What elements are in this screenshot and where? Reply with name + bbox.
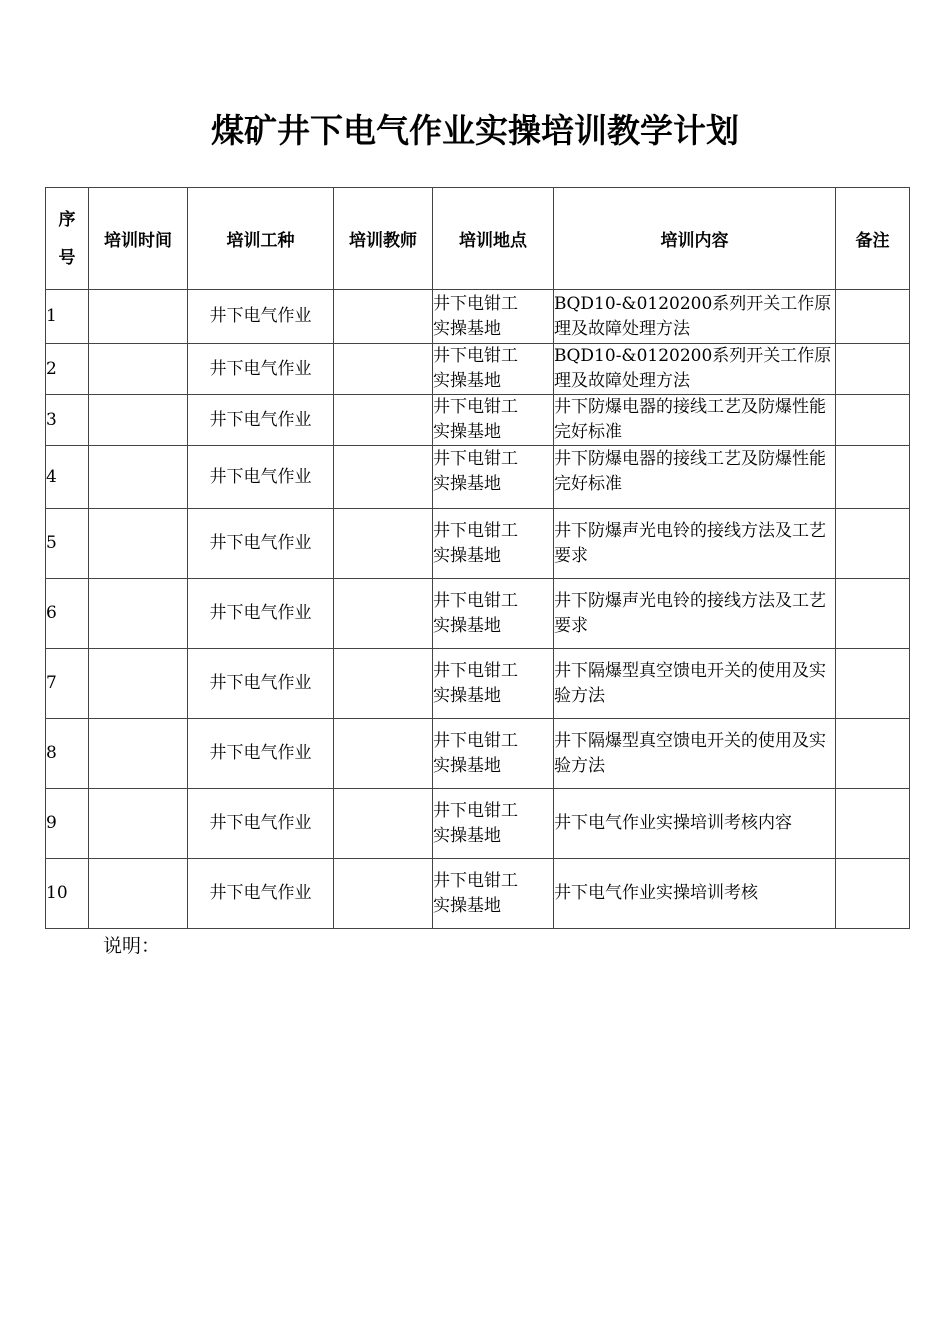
header-job-type: 培训工种 xyxy=(188,188,334,290)
cell-location xyxy=(433,859,554,929)
table-row xyxy=(46,719,910,789)
table-row xyxy=(46,579,910,649)
header-time: 培训时间 xyxy=(89,188,188,290)
cell-remarks xyxy=(836,290,910,344)
cell-seq: 2 xyxy=(46,344,89,395)
location-line2: 实操基地 xyxy=(433,755,501,776)
location-line2: 实操基地 xyxy=(433,422,501,442)
cell-time xyxy=(89,344,188,395)
cell-job-type: 井下电气作业 xyxy=(188,446,334,509)
cell-location xyxy=(433,509,554,579)
cell-location xyxy=(433,290,554,344)
table-row xyxy=(46,789,910,859)
cell-content: 井下隔爆型真空馈电开关的使用及实验方法 xyxy=(554,719,836,789)
table-row xyxy=(46,859,910,929)
cell-time xyxy=(89,446,188,509)
cell-time xyxy=(89,859,188,929)
cell-location xyxy=(433,579,554,649)
location-line1: 井下电钳工 xyxy=(433,449,518,469)
cell-time xyxy=(89,579,188,649)
cell-remarks xyxy=(836,859,910,929)
cell-location xyxy=(433,395,554,446)
cell-time xyxy=(89,719,188,789)
cell-remarks xyxy=(836,649,910,719)
cell-seq: 10 xyxy=(46,859,89,929)
location-line1: 井下电钳工 xyxy=(433,870,518,891)
cell-remarks xyxy=(836,789,910,859)
cell-job-type: 井下电气作业 xyxy=(188,290,334,344)
table-row xyxy=(46,290,910,344)
cell-location xyxy=(433,789,554,859)
cell-teacher xyxy=(334,446,433,509)
cell-seq: 4 xyxy=(46,446,89,509)
cell-job-type: 井下电气作业 xyxy=(188,509,334,579)
header-seq-line2: 号 xyxy=(58,247,76,268)
cell-time xyxy=(89,789,188,859)
location-line1: 井下电钳工 xyxy=(433,660,518,681)
cell-remarks xyxy=(836,509,910,579)
location-line2: 实操基地 xyxy=(433,685,501,706)
cell-content: 井下防爆电器的接线工艺及防爆性能完好标准 xyxy=(554,446,836,509)
cell-location xyxy=(433,719,554,789)
location-line1: 井下电钳工 xyxy=(433,730,518,751)
cell-teacher xyxy=(334,579,433,649)
cell-remarks xyxy=(836,344,910,395)
cell-teacher xyxy=(334,290,433,344)
location-line1: 井下电钳工 xyxy=(433,800,518,821)
header-remarks: 备注 xyxy=(836,188,910,290)
cell-time xyxy=(89,290,188,344)
header-seq-line1: 序 xyxy=(58,209,76,230)
header-teacher: 培训教师 xyxy=(334,188,433,290)
cell-job-type: 井下电气作业 xyxy=(188,649,334,719)
table-row xyxy=(46,344,910,395)
cell-remarks xyxy=(836,579,910,649)
location-line2: 实操基地 xyxy=(433,371,501,391)
table-header-row xyxy=(46,188,910,290)
cell-time xyxy=(89,395,188,446)
cell-job-type: 井下电气作业 xyxy=(188,395,334,446)
location-line1: 井下电钳工 xyxy=(433,590,518,611)
header-seq xyxy=(46,188,89,290)
cell-teacher xyxy=(334,649,433,719)
cell-seq: 8 xyxy=(46,719,89,789)
location-line1: 井下电钳工 xyxy=(433,520,518,541)
cell-content: 井下隔爆型真空馈电开关的使用及实验方法 xyxy=(554,649,836,719)
cell-teacher xyxy=(334,344,433,395)
cell-time xyxy=(89,509,188,579)
cell-content: 井下防爆声光电铃的接线方法及工艺要求 xyxy=(554,509,836,579)
cell-content: 井下电气作业实操培训考核 xyxy=(554,859,836,929)
cell-seq: 7 xyxy=(46,649,89,719)
cell-remarks xyxy=(836,446,910,509)
cell-content: 井下防爆声光电铃的接线方法及工艺要求 xyxy=(554,579,836,649)
cell-remarks xyxy=(836,395,910,446)
cell-seq: 1 xyxy=(46,290,89,344)
cell-job-type: 井下电气作业 xyxy=(188,859,334,929)
cell-content: BQD10-&0120200系列开关工作原理及故障处理方法 xyxy=(554,290,836,344)
location-line2: 实操基地 xyxy=(433,474,501,494)
location-line1: 井下电钳工 xyxy=(433,293,518,314)
table-row xyxy=(46,446,910,509)
cell-content: 井下防爆电器的接线工艺及防爆性能完好标准 xyxy=(554,395,836,446)
location-line2: 实操基地 xyxy=(433,895,501,916)
cell-job-type: 井下电气作业 xyxy=(188,344,334,395)
location-line1: 井下电钳工 xyxy=(433,397,518,417)
location-line2: 实操基地 xyxy=(433,318,501,339)
cell-seq: 9 xyxy=(46,789,89,859)
table-row xyxy=(46,395,910,446)
cell-job-type: 井下电气作业 xyxy=(188,579,334,649)
cell-content: 井下电气作业实操培训考核内容 xyxy=(554,789,836,859)
cell-teacher xyxy=(334,509,433,579)
cell-teacher xyxy=(334,789,433,859)
cell-teacher xyxy=(334,719,433,789)
cell-job-type: 井下电气作业 xyxy=(188,719,334,789)
table-row xyxy=(46,649,910,719)
cell-teacher xyxy=(334,395,433,446)
cell-teacher xyxy=(334,859,433,929)
location-line2: 实操基地 xyxy=(433,825,501,846)
cell-job-type: 井下电气作业 xyxy=(188,789,334,859)
location-line2: 实操基地 xyxy=(433,545,501,566)
cell-seq: 3 xyxy=(46,395,89,446)
table-row xyxy=(46,509,910,579)
location-line2: 实操基地 xyxy=(433,615,501,636)
cell-seq: 5 xyxy=(46,509,89,579)
cell-location xyxy=(433,446,554,509)
cell-seq: 6 xyxy=(46,579,89,649)
cell-location xyxy=(433,344,554,395)
cell-time xyxy=(89,649,188,719)
cell-remarks xyxy=(836,719,910,789)
location-line1: 井下电钳工 xyxy=(433,346,518,366)
training-plan-table xyxy=(45,187,910,929)
cell-content: BQD10-&0120200系列开关工作原理及故障处理方法 xyxy=(554,344,836,395)
header-content: 培训内容 xyxy=(554,188,836,290)
document-title: 煤矿井下电气作业实操培训教学计划 xyxy=(211,111,739,150)
header-location: 培训地点 xyxy=(433,188,554,290)
note-label: 说明： xyxy=(103,935,161,957)
cell-location xyxy=(433,649,554,719)
